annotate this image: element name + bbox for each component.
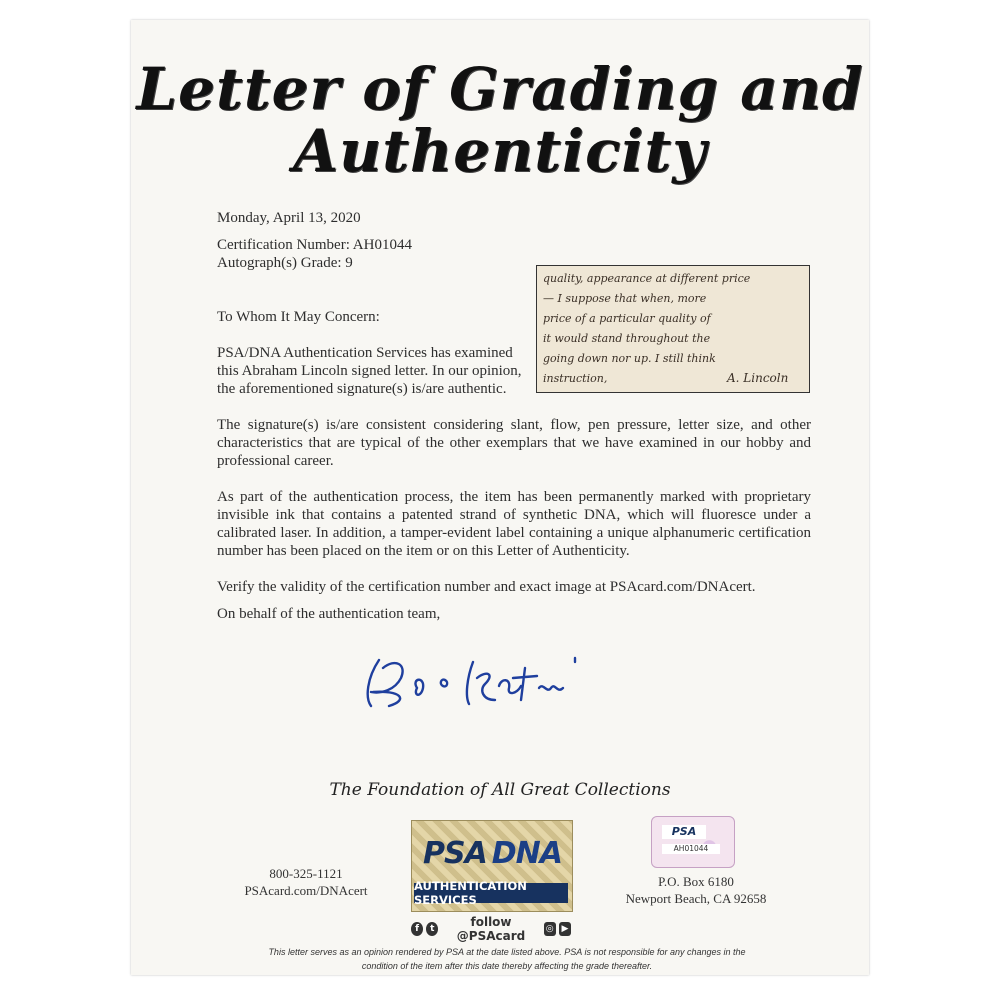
handwriting-line: it would stand throughout the	[543, 332, 711, 345]
letter-sheet	[131, 20, 869, 975]
title-line-1: Letter of Grading and	[136, 55, 864, 123]
certification-number: Certification Number: AH01044	[217, 237, 412, 253]
salutation: To Whom It May Concern:	[217, 309, 380, 325]
title-line-2: Authenticity	[293, 117, 707, 185]
letter-date: Monday, April 13, 2020	[217, 210, 361, 226]
contact-right	[611, 873, 781, 907]
handwriting-line: price of a particular quality of	[543, 312, 711, 325]
social-follow	[411, 915, 571, 943]
handwriting-line: instruction,	[543, 372, 608, 385]
disclaimer-line-1: This letter serves as an opinion rendered by PSA at the date listed above. PSA is not responsible for any changes in the	[268, 947, 746, 957]
contact-left	[221, 865, 391, 899]
logo-dna: DNA	[491, 835, 562, 871]
opinion-line-1: PSA/DNA Authentication Services has examined	[217, 345, 513, 361]
psa-dna-logo	[411, 820, 573, 912]
disclaimer-line-2: condition of the item after this date thereby affecting the grade thereafter.	[361, 961, 653, 971]
sticker-brand: PSA	[662, 825, 706, 839]
autograph-grade: Autograph(s) Grade: 9	[217, 255, 353, 271]
disclaimer	[227, 945, 787, 973]
item-image-thumbnail	[536, 265, 810, 393]
paragraph-authentication-process: As part of the authentication process, the item has been permanently marked with proprietary invisible ink that contains a patented strand of synthetic DNA, which will fluoresce under a calibrated laser. In addition, a tamper-evident label containing a unique alphanumeric certification number has been placed on the item or on this Letter of Authenticity.	[217, 489, 811, 559]
handwriting-line: going down nor up. I still think	[543, 352, 716, 365]
opinion-line-3: the aforementioned signature(s) is/are authentic.	[217, 381, 507, 397]
facebook-icon[interactable]: f	[411, 922, 423, 936]
twitter-icon[interactable]: t	[426, 922, 438, 936]
handwriting-image	[537, 266, 809, 392]
follow-handle[interactable]: follow @PSAcard	[456, 915, 526, 943]
handwriting-line: — I suppose that when, more	[543, 292, 707, 305]
logo-psa: PSA	[422, 835, 487, 871]
handwriting-line: quality, appearance at different price	[543, 272, 751, 285]
paragraph-verify: Verify the validity of the certification number and exact image at PSAcard.com/DNAcert.	[217, 579, 756, 595]
city-address: Newport Beach, CA 92658	[625, 891, 767, 906]
lincoln-signature: A. Lincoln	[727, 371, 789, 385]
dnacert-website[interactable]: PSAcard.com/DNAcert	[244, 883, 368, 898]
youtube-icon[interactable]: ▶	[559, 922, 571, 936]
logo-subtitle: AUTHENTICATION SERVICES	[414, 883, 568, 903]
opinion-line-2: this Abraham Lincoln signed letter. In our opinion,	[217, 363, 522, 379]
paragraph-consistency: The signature(s) is/are consistent considering slant, flow, pen pressure, letter size, and other characteristics that are typical of the other exemplars that we have examined in our hobby and professional career.	[217, 417, 811, 469]
closing-line: On behalf of the authentication team,	[217, 606, 441, 622]
phone-number: 800-325-1121	[269, 866, 343, 881]
instagram-icon[interactable]: ◎	[544, 922, 556, 936]
sticker-number: AH01044	[662, 844, 720, 854]
po-box: P.O. Box 6180	[658, 874, 734, 889]
hologram-sticker	[651, 816, 735, 868]
tagline: The Foundation of All Great Collections	[329, 780, 671, 800]
authenticator-signature	[361, 648, 601, 723]
